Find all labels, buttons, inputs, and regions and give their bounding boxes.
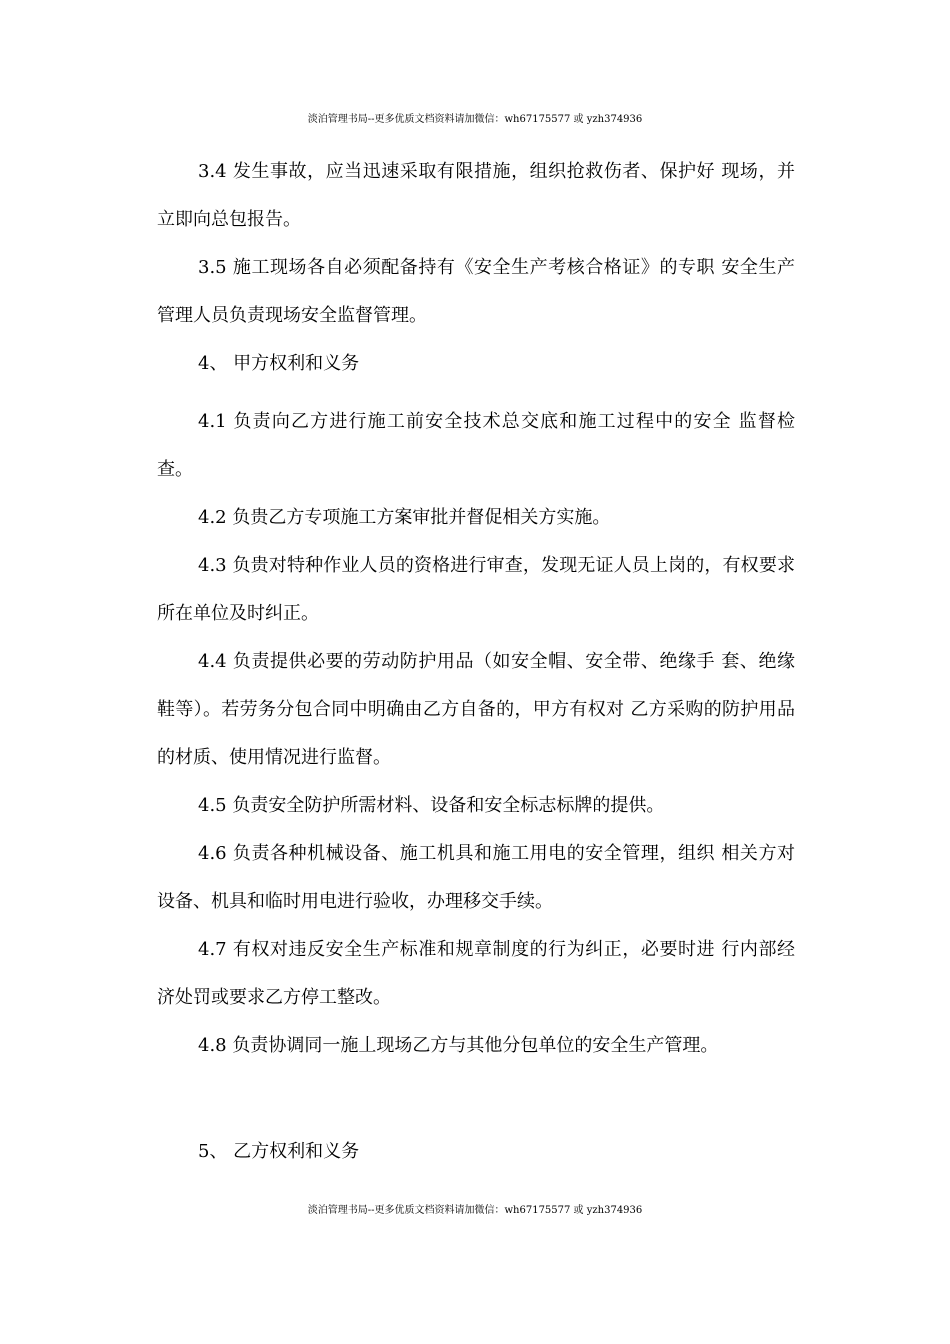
paragraph-4-5: 4.5 负责安全防护所需材料、设备和安全标志标牌的提供。 — [198, 795, 665, 816]
spacer — [157, 1070, 795, 1128]
paragraph-4-8: 4.8 负责协调同一施丄现场乙方与其他分包单位的安全生产管理。 — [198, 1035, 719, 1056]
paragraph-3-4: 3.4 发生事故，应当迅速采取有限措施，组织抢救伤者、保护好 现场，并立即向总包报告。 — [157, 161, 795, 230]
page-header: 淡泊管理书局--更多优质文档资料请加微信：wh67175577 或 yzh374936 — [307, 114, 643, 125]
section-4-heading: 4、 甲方权利和义务 — [198, 353, 360, 374]
paragraph-4-7: 4.7 有权对违反安全生产标准和规章制度的行为纠正，必要时进 行内部经济处罚或要求乙方停工整改。 — [157, 939, 795, 1008]
paragraph-4-2: 4.2 负贵乙方专项施工方案审批并督促相关方实施。 — [198, 507, 611, 528]
paragraph-3-5: 3.5 施工现场各自必须配备持有《安全生产考核合格证》的专职 安全生产管理人员负责现场安全监督管理。 — [157, 257, 795, 326]
spacer — [157, 388, 795, 398]
document-body — [157, 148, 795, 1176]
page-footer: 淡泊管理书局--更多优质文档资料请加微信：wh67175577 或 yzh374936 — [307, 1205, 643, 1216]
paragraph-4-6: 4.6 负责各种机械设备、施工机具和施工用电的安全管理，组织 相关方对设备、机具和临时用电进行验收，办理移交手续。 — [157, 843, 795, 912]
paragraph-4-3: 4.3 负贵对特种作业人员的资格进行审查，发现无证人员上岗的，有权要求所在单位及时纠正。 — [157, 555, 795, 624]
paragraph-4-1: 4.1 负责向乙方进行施工前安全技术总交底和施工过程中的安全 监督检查。 — [157, 411, 795, 480]
section-5-heading: 5、 乙方权利和义务 — [198, 1141, 360, 1162]
paragraph-4-4: 4.4 负责提供必要的劳动防护用品（如安全帽、安全带、绝缘手 套、绝缘鞋等）。若劳务分包合同中明确由乙方自备的，甲方有权对 乙方采购的防护用品的材质、使用情况进行监督。 — [157, 651, 795, 768]
